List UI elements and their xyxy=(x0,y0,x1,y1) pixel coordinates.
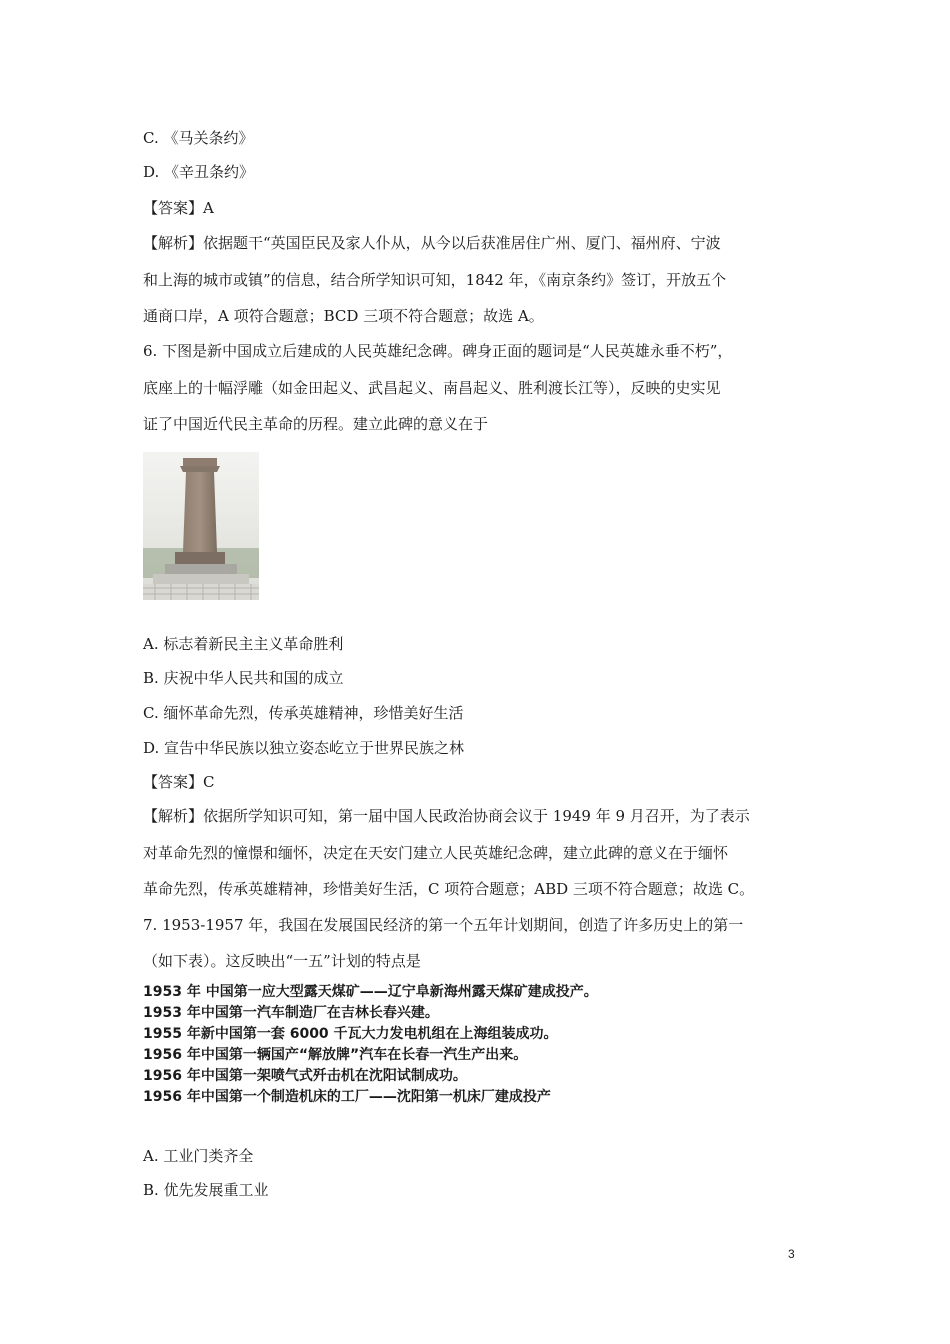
q7-table-row: 1956 年中国第一个制造机床的工厂——沈阳第一机床厂建成投产 xyxy=(143,1089,551,1105)
q7-stem-line: （如下表）。这反映出“一五”计划的特点是 xyxy=(143,952,421,970)
q6-option-d: D. 宣告中华民族以独立姿态屹立于世界民族之林 xyxy=(143,739,465,757)
q6-analysis-line: 革命先烈，传承英雄精神，珍惜美好生活，C 项符合题意；ABD 三项不符合题意；故选 C。 xyxy=(143,880,755,898)
q6-option-b: B. 庆祝中华人民共和国的成立 xyxy=(143,669,344,687)
q7-table-row: 1956 年中国第一架喷气式歼击机在沈阳试制成功。 xyxy=(143,1068,467,1084)
q7-stem-line: 7. 1953-1957 年，我国在发展国民经济的第一个五年计划期间，创造了许多历史上的第一 xyxy=(143,916,744,934)
q5-analysis-line: 和上海的城市或镇”的信息，结合所学知识可知，1842 年，《南京条约》签订，开放五个 xyxy=(143,271,727,289)
q6-analysis-line: 对革命先烈的憧憬和缅怀，决定在天安门建立人民英雄纪念碑，建立此碑的意义在于缅怀 xyxy=(143,844,729,862)
q7-option-b: B. 优先发展重工业 xyxy=(143,1181,269,1199)
q5-analysis-line: 通商口岸，A 项符合题意；BCD 三项不符合题意；故选 A。 xyxy=(143,307,544,325)
q7-table-row: 1955 年新中国第一套 6000 千瓦大力发电机组在上海组装成功。 xyxy=(143,1026,558,1042)
q6-option-a: A. 标志着新民主主义革命胜利 xyxy=(143,635,344,653)
q6-answer: 【答案】C xyxy=(143,773,215,791)
q5-analysis-line: 【解析】依据题干“英国臣民及家人仆从，从今以后获准居住广州、厦门、福州府、宁波 xyxy=(143,234,721,252)
q5-option-d: D. 《辛丑条约》 xyxy=(143,163,255,181)
page-number: 3 xyxy=(788,1247,795,1261)
q5-option-c: C. 《马关条约》 xyxy=(143,129,254,147)
q7-table-row: 1953 年中国第一汽车制造厂在吉林长春兴建。 xyxy=(143,1005,439,1021)
q6-stem-line: 底座上的十幅浮雕（如金田起义、武昌起义、南昌起义、胜利渡长江等），反映的史实见 xyxy=(143,379,721,397)
q5-answer: 【答案】A xyxy=(143,199,214,217)
q6-stem-line: 证了中国近代民主革命的历程。建立此碑的意义在于 xyxy=(143,415,489,433)
q7-table-row: 1956 年中国第一辆国产“解放牌”汽车在长春一汽生产出来。 xyxy=(143,1047,528,1063)
q6-option-c: C. 缅怀革命先烈，传承英雄精神，珍惜美好生活 xyxy=(143,704,464,722)
monument-photo xyxy=(143,452,259,600)
q6-analysis-line: 【解析】依据所学知识可知，第一届中国人民政治协商会议于 1949 年 9 月召开，为了表示 xyxy=(143,807,750,825)
q6-stem-line: 6. 下图是新中国成立后建成的人民英雄纪念碑。碑身正面的题词是“人民英雄永垂不朽”， xyxy=(143,342,733,360)
q7-option-a: A. 工业门类齐全 xyxy=(143,1147,254,1165)
q7-table-row: 1953 年 中国第一应大型露天煤矿——辽宁阜新海州露天煤矿建成投产。 xyxy=(143,984,598,1000)
